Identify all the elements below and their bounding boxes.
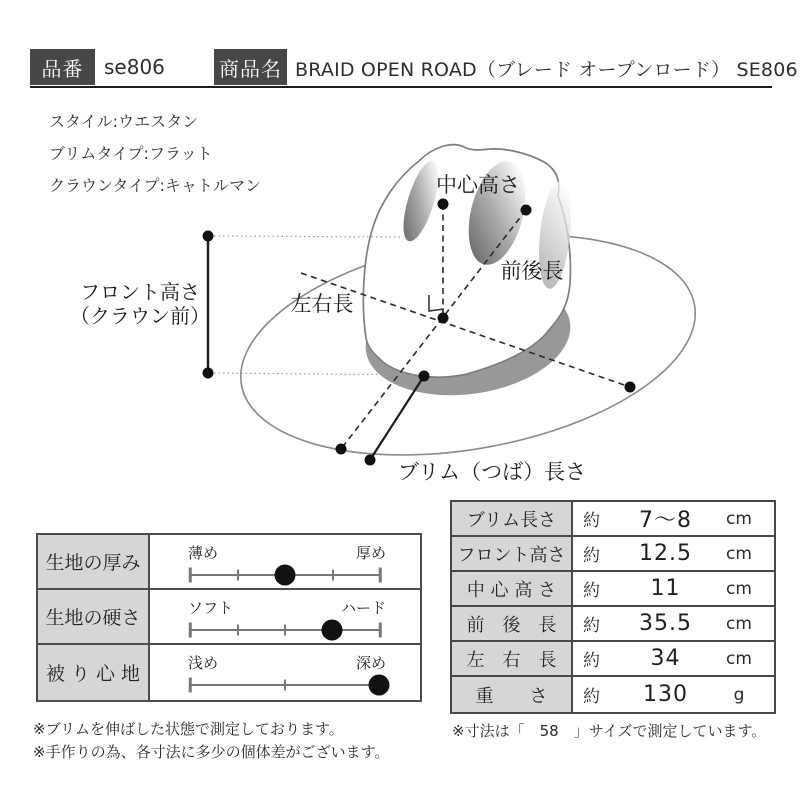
product-name-badge-label: 商品名 xyxy=(219,56,282,81)
size-table xyxy=(450,500,776,714)
slider-max-label: 深め xyxy=(355,654,386,672)
slider-tick xyxy=(284,625,286,636)
slider-tick xyxy=(284,680,286,691)
footnote-measure-condition: ※ブリムを伸ばした状態で測定しております。 xyxy=(33,720,344,738)
slider-tick xyxy=(379,568,382,583)
size-value: 11 xyxy=(650,576,681,601)
spec-crown-type: クラウンタイプ:キャトルマン xyxy=(49,176,261,195)
slider-tick xyxy=(237,625,239,636)
size-approx: 約 xyxy=(583,616,600,636)
feature-label: 生地の厚み xyxy=(38,535,150,588)
size-row-front-back xyxy=(452,607,774,642)
slider-min-label: ソフト xyxy=(188,599,234,617)
hat-measurement-diagram xyxy=(0,126,780,498)
slider-max-label: ハード xyxy=(340,599,386,617)
label-center-height: 中心高さ xyxy=(436,173,520,197)
size-approx: 約 xyxy=(583,687,600,707)
slider-min-label: 浅め xyxy=(188,654,219,672)
footnotes-left xyxy=(33,718,389,764)
size-label: 前 後 長 xyxy=(452,607,573,640)
size-unit: cm xyxy=(726,578,752,599)
feature-row-thickness xyxy=(38,535,420,590)
slider-tick xyxy=(237,570,239,581)
size-label: フロント高さ xyxy=(452,537,573,570)
size-approx: 約 xyxy=(583,511,600,531)
size-approx: 約 xyxy=(583,546,600,566)
size-approx: 約 xyxy=(583,651,600,671)
feature-row-hardness xyxy=(38,590,420,645)
size-unit: cm xyxy=(726,508,752,529)
size-unit: cm xyxy=(726,648,752,669)
size-label: 中 心 高 さ xyxy=(452,572,573,605)
size-row-center-height xyxy=(452,572,774,607)
slider-dot xyxy=(369,675,390,696)
size-unit: cm xyxy=(726,613,752,634)
feature-slider-thickness xyxy=(150,535,420,588)
label-front-back-length: 前後長 xyxy=(500,259,564,283)
feature-row-fit xyxy=(38,645,420,700)
product-name-badge xyxy=(214,49,287,85)
spec-style: スタイル:ウエスタン xyxy=(49,112,199,131)
slider-track xyxy=(190,629,380,631)
feature-table xyxy=(36,533,422,702)
slider-tick xyxy=(332,570,334,581)
size-value: 7～8 xyxy=(639,508,692,533)
label-front-height-line2: （クラウン前） xyxy=(70,304,210,328)
label-front-height-line1: フロント高さ xyxy=(80,280,200,304)
size-row-brim xyxy=(452,502,774,537)
label-brim-length: ブリム（つば）長さ xyxy=(397,460,587,484)
product-number-value: se806 xyxy=(104,55,165,79)
slider-dot xyxy=(321,620,342,641)
slider-tick xyxy=(189,678,192,693)
slider-dot xyxy=(275,565,296,586)
feature-slider-hardness xyxy=(150,590,420,643)
product-number-badge-label: 品番 xyxy=(41,56,84,81)
slider-tick xyxy=(189,623,192,638)
footnote-handmade: ※手作りの為、各寸法に多少の個体差がございます。 xyxy=(33,743,390,761)
size-label: 重 さ xyxy=(452,677,573,712)
size-row-weight xyxy=(452,677,774,712)
size-value: 12.5 xyxy=(639,541,692,566)
size-label: ブリム長さ xyxy=(452,502,573,535)
size-label: 左 右 長 xyxy=(452,642,573,675)
feature-slider-fit xyxy=(150,645,420,700)
slider-track xyxy=(190,684,380,686)
label-left-right-length: 左右長 xyxy=(290,292,354,316)
footnote-size-basis: ※寸法は「 58 」サイズで測定しています。 xyxy=(452,722,767,740)
slider-tick xyxy=(189,568,192,583)
product-name-value: BRAID OPEN ROAD（ブレード オープンロード） SE806 xyxy=(295,59,798,81)
spec-brim-type: ブリムタイプ:フラット xyxy=(49,144,213,163)
size-unit: cm xyxy=(726,543,752,564)
size-value: 34 xyxy=(650,646,681,671)
size-approx: 約 xyxy=(583,581,600,601)
size-value: 130 xyxy=(643,682,688,707)
header-divider xyxy=(30,86,772,88)
product-number-badge xyxy=(30,49,95,85)
size-unit: g xyxy=(733,684,745,705)
size-row-front-height xyxy=(452,537,774,572)
slider-max-label: 厚め xyxy=(355,544,386,562)
size-row-left-right xyxy=(452,642,774,677)
slider-min-label: 薄め xyxy=(188,544,219,562)
slider-tick xyxy=(379,623,382,638)
feature-label: 被 り 心 地 xyxy=(38,645,150,700)
size-value: 35.5 xyxy=(639,611,692,636)
slider-track xyxy=(190,574,380,576)
feature-label: 生地の硬さ xyxy=(38,590,150,643)
